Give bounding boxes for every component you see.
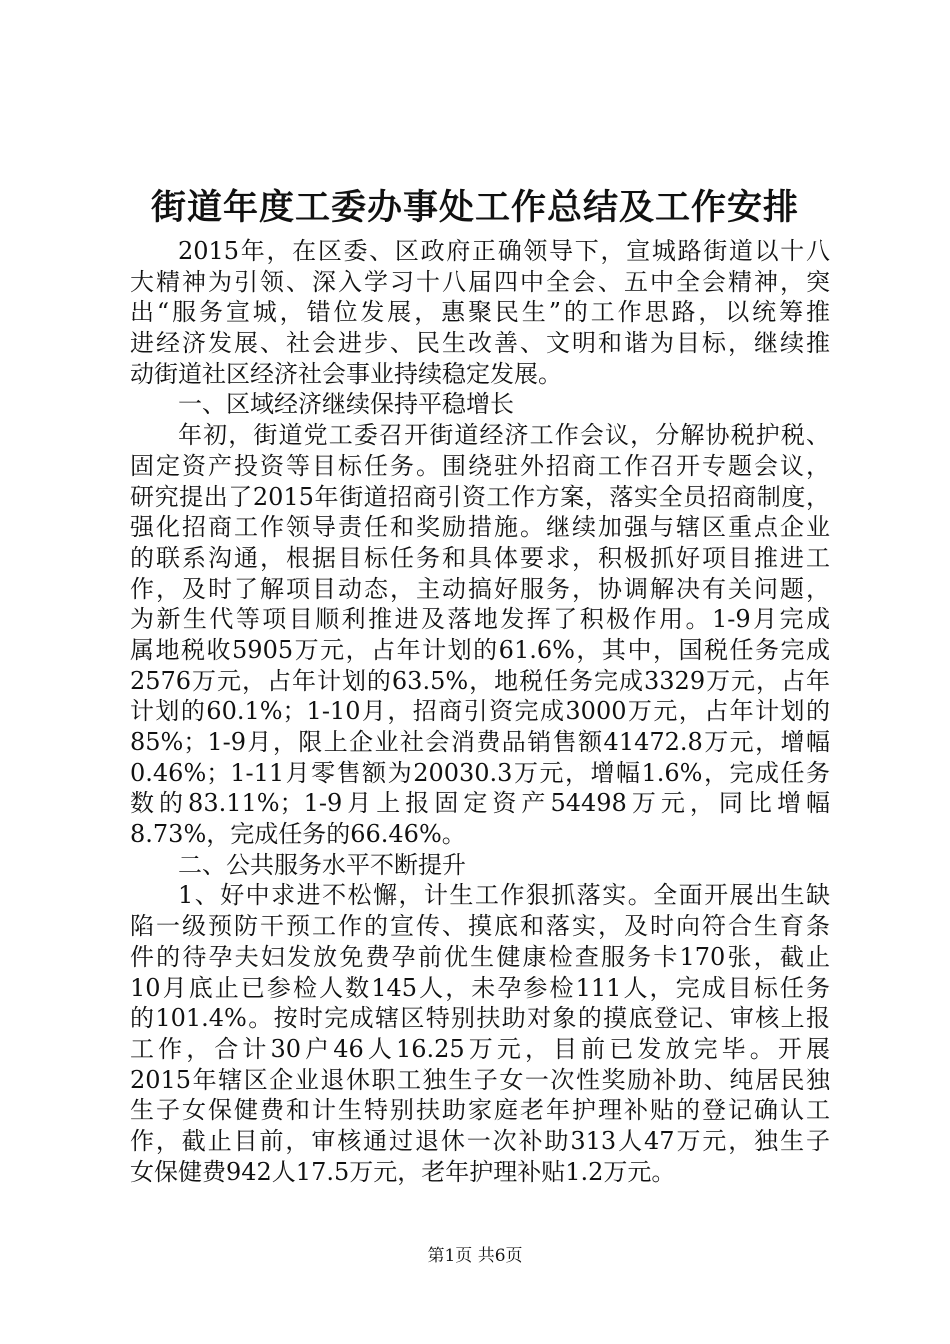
text-line: 的联系沟通，根据目标任务和具体要求，积极抓好项目推进工 [130,543,830,572]
text-line: 研究提出了2015年街道招商引资工作方案，落实全员招商制度， [130,482,830,511]
text-line: 女保健费942人17.5万元，老年护理补贴1.2万元。 [130,1157,676,1186]
text-line: 进经济发展、社会进步、民生改善、文明和谐为目标，继续推 [130,329,830,358]
section-heading: 二、公共服务水平不断提升 [178,850,466,879]
text-line: 作，及时了解项目动态，主动搞好服务，协调解决有关问题， [130,574,830,603]
text-line: 计划的60.1%；1-10月，招商引资完成3000万元，占年计划的 [130,697,830,726]
page-number: 第1页 共6页 [427,1246,523,1266]
section-heading: 一、区域经济继续保持平稳增长 [178,390,514,419]
text-line: 10月底止已参检人数145人，未孕参检111人，完成目标任务 [130,973,830,1002]
text-line: 大精神为引领、深入学习十八届四中全会、五中全会精神，突 [130,267,830,296]
text-line: 2015年，在区委、区政府正确领导下，宣城路街道以十八 [178,237,830,265]
text-line: 陷一级预防干预工作的宣传、摸底和落实，及时向符合生育条 [130,912,830,941]
document-body [130,236,830,1187]
document-title: 街道年度工委办事处工作总结及工作安排 [150,187,799,228]
text-line: 85%；1-9月，限上企业社会消费品销售额41472.8万元，增幅 [130,728,830,756]
text-line: 0.46%；1-11月零售额为20030.3万元，增幅1.6%，完成任务 [130,758,830,787]
text-line: 为新生代等项目顺利推进及落地发挥了积极作用。1-9月完成 [130,605,830,634]
text-line: 生子女保健费和计生特别扶助家庭老年护理补贴的登记确认工 [130,1096,830,1125]
text-line: 工作，合计30户46人16.25万元，目前已发放完毕。开展 [130,1034,830,1063]
text-line: 动街道社区经济社会事业持续稳定发展。 [130,359,562,388]
text-line: 作，截止目前，审核通过退休一次补助313人47万元，独生子 [130,1126,830,1155]
text-line: 2576万元，占年计划的63.5%，地税任务完成3329万元，占年 [130,666,830,695]
text-line: 2015年辖区企业退休职工独生子女一次性奖励补助、纯居民独 [130,1065,830,1094]
text-line: 年初，街道党工委召开街道经济工作会议，分解协税护税、 [178,421,830,450]
text-line: 1、好中求进不松懈，计生工作狠抓落实。全面开展出生缺 [178,881,830,910]
text-line: 固定资产投资等目标任务。围绕驻外招商工作召开专题会议， [130,451,830,480]
text-line: 属地税收5905万元，占年计划的61.6%，其中，国税任务完成 [130,635,830,664]
text-line: 8.73%，完成任务的66.46%。 [130,820,466,849]
text-line: 数的83.11%；1-9月上报固定资产54498万元，同比增幅 [130,789,830,818]
text-line: 件的待孕夫妇发放免费孕前优生健康检查服务卡170张，截止 [130,942,830,971]
text-line: 强化招商工作领导责任和奖励措施。继续加强与辖区重点企业 [130,513,830,542]
text-line: 的101.4%。按时完成辖区特别扶助对象的摸底登记、审核上报 [130,1004,830,1033]
text-line: 出“服务宣城，错位发展，惠聚民生”的工作思路，以统筹推 [130,298,830,327]
